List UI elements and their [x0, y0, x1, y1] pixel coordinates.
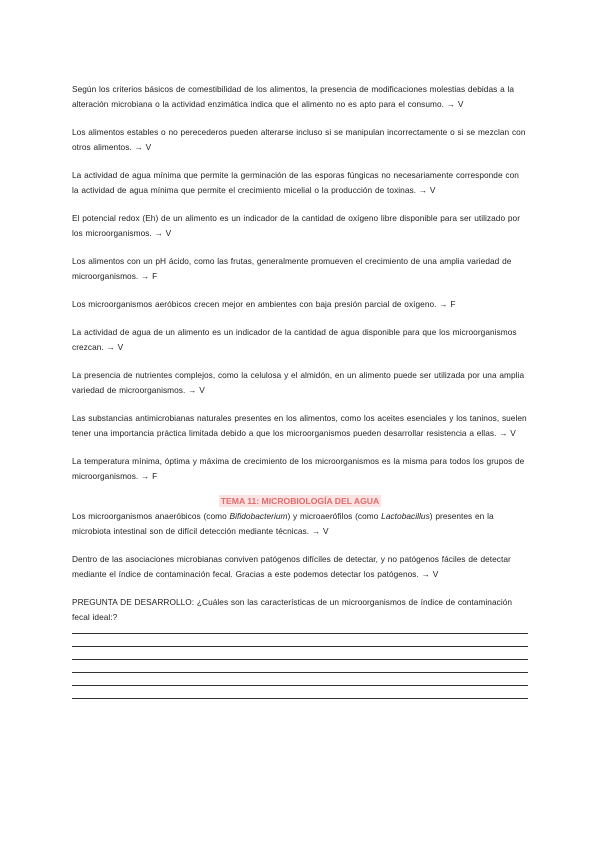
question-4	[72, 211, 528, 241]
answer-mark: → V	[106, 342, 124, 352]
question-7	[72, 325, 528, 355]
question-text: El potencial redox (Eh) de un alimento es un indicador de la cantidad de oxígeno libre disponible para ser utilizado por los microorganismos.	[72, 213, 521, 238]
section-heading	[72, 496, 528, 507]
question-9	[72, 411, 528, 441]
question-text: Los microorganismos anaeróbicos (como	[72, 511, 230, 521]
question-text: Según los criterios básicos de comestibilidad de los alimentos, la presencia de modificaciones molestias debidas a la alteración microbiana o la actividad enzimática indica que el alimento no es apto para el consumo.	[72, 84, 515, 109]
question-10	[72, 454, 528, 484]
question-8	[72, 368, 528, 398]
question-text: Los alimentos estables o no perecederos pueden alterarse incluso si se manipulan incorrectamente o si se mezclan con otros alimentos.	[72, 127, 526, 152]
section-heading-text: TEMA 11: MICROBIOLOGÍA DEL AGUA	[220, 496, 380, 506]
answer-line[interactable]	[72, 633, 528, 634]
answer-mark: → V	[499, 428, 516, 438]
answer-mark: → F	[141, 471, 158, 481]
answer-line[interactable]	[72, 672, 528, 673]
answer-line[interactable]	[72, 659, 528, 660]
answer-mark: → V	[446, 99, 464, 109]
answer-line[interactable]	[72, 646, 528, 647]
species-name: Bifidobacterium	[229, 511, 288, 521]
answer-mark: → V	[134, 142, 152, 152]
answer-line[interactable]	[72, 685, 528, 686]
question-text: Dentro de las asociaciones microbianas conviven patógenos difíciles de detectar, y no patógenos fáciles de detectar mediante el índice de contaminación fecal. Gracias a este podemos detectar los patógenos.	[72, 554, 511, 579]
answer-mark: → V	[421, 569, 439, 579]
answer-mark: → V	[311, 526, 329, 536]
answer-mark: → F	[439, 299, 456, 309]
question-1	[72, 82, 528, 112]
question-text: Las substancias antimicrobianas naturales presentes en los alimentos, como los aceites esenciales y los taninos, suelen tener una importancia práctica limitada debido a que los microorganismos pueden desarrollar resistencia a ellas.	[72, 413, 527, 438]
question-6	[72, 297, 528, 312]
development-question	[72, 595, 528, 625]
answer-mark: → V	[154, 228, 172, 238]
answer-line[interactable]	[72, 698, 528, 699]
question-3	[72, 168, 528, 198]
question-text: La actividad de agua de un alimento es un indicador de la cantidad de agua disponible para que los microorganismos crezcan.	[72, 327, 517, 352]
answer-mark: → V	[418, 185, 436, 195]
water-question-1	[72, 509, 528, 539]
development-text: ¿Cuáles son las características de un microorganismos de índice de contaminación fecal ideal:?	[72, 597, 513, 622]
question-text: ) y microaerófilos (como	[287, 511, 382, 521]
development-label: PREGUNTA DE DESARROLLO:	[72, 597, 195, 607]
question-text: La temperatura mínima, óptima y máxima de crecimiento de los microorganismos es la misma para todos los grupos de microorganismos.	[72, 456, 525, 481]
water-question-2	[72, 552, 528, 582]
answer-mark: → F	[141, 271, 158, 281]
question-text: Los microorganismos aeróbicos crecen mejor en ambientes con baja presión parcial de oxígeno.	[72, 299, 437, 309]
question-2	[72, 125, 528, 155]
question-text: La presencia de nutrientes complejos, como la celulosa y el almidón, en un alimento puede ser utilizada por una amplia variedad de microorganismos.	[72, 370, 525, 395]
question-text: Los alimentos con un pH ácido, como las frutas, generalmente promueven el crecimiento de una amplia variedad de microorganismos.	[72, 256, 512, 281]
question-text: ) presentes en la microbiota intestinal son de difícil detección mediante técnicas.	[72, 511, 494, 536]
question-text: La actividad de agua mínima que permite la germinación de las esporas fúngicas no necesariamente corresponde con la actividad de agua mínima que permite el crecimiento micelial o la producción de toxinas.	[72, 170, 519, 195]
answer-lines[interactable]	[72, 633, 528, 699]
question-5	[72, 254, 528, 284]
answer-mark: → V	[188, 385, 205, 395]
species-name: Lactobacillus	[381, 511, 430, 521]
